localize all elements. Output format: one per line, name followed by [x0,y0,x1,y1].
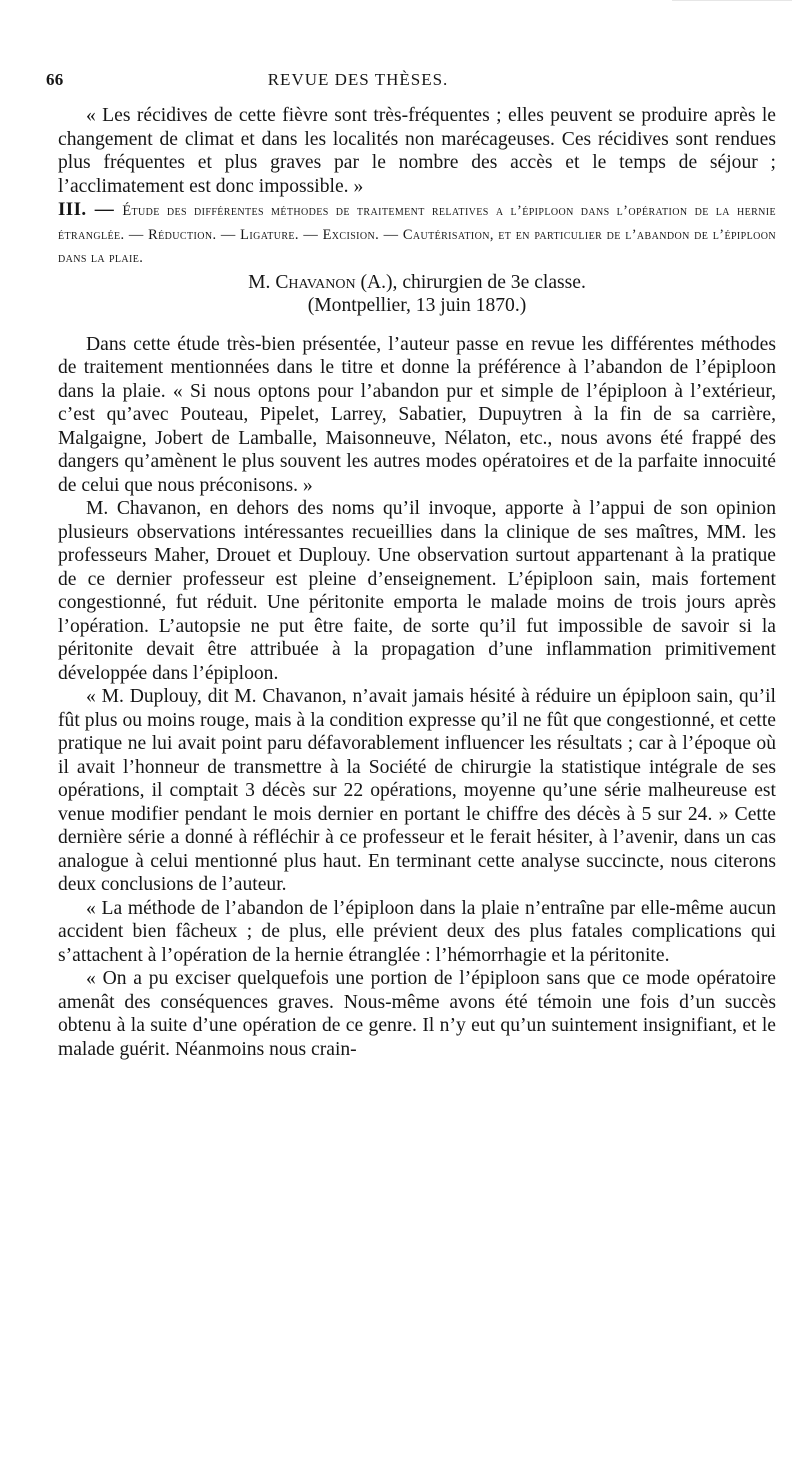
author-details: (A.), chirurgien de 3e classe. [355,271,586,293]
review-text [58,333,776,1062]
bleed-through-mark [672,0,792,19]
journal-title: REVUE DES THÈSES. [267,70,449,89]
paragraph: M. Chavanon, en dehors des noms qu’il invoque, apporte à l’appui de son opinion plusieurs observations intéressantes recueillies dans la clinique de ses maîtres, MM. les professeurs Maher, Drouet et Duplouy. Une observation surtout appartenant à la pratique de ce dernier professeur est pleine d’enseignement. L’épiploon sain, mais fortement congestionné, fut réduit. Une péritonite emporta le malade moins de trois jours après l’opération. L’autopsie ne put être faite, de sorte qu’il fut impossible de savoir si la péritonite devait être attribuée à la propagation d’une inflammation primitivement développée dans l’épiploon. [58,498,776,684]
running-head [46,70,780,96]
section-title: Étude des différentes méthodes de traitement relatives a l’épiploon dans l’opération de la hernie étranglée. — Réduction. — Ligature. — Excision. — Cautérisation, et en particulier de l’abandon de l’épiploon dans la plaie. [58,203,777,266]
section-heading [58,198,776,271]
paragraph: Dans cette étude très-bien présentée, l’auteur passe en revue les différentes méthodes de traitement mentionnées dans le titre et donne la préférence à l’abandon de l’épiploon dans la plaie. « Si nous optons pour l’abandon pur et simple de l’épiploon à l’extérieur, c’est qu’avec Pouteau, Pipelet, Larrey, Sabatier, Dupuytren à la fin de sa carrière, Malgaigne, Jobert de Lamballe, Maisonneuve, Nélaton, etc., nous avons été frappé des dangers qu’amènent le plus souvent les autres modes opératoires et de la parfaite innocuité de celui que nous préconisons. » [58,333,776,496]
paragraph: « La méthode de l’abandon de l’épiploon dans la plaie n’entraîne par elle-même aucun accident bien fâcheux ; de plus, elle prévient deux des plus fatales complications qui s’attachent à l’opération de la hernie étranglée : l’hémorrhagie et la péritonite. [58,897,776,966]
author-name: Chavanon [275,271,356,293]
paragraph: « M. Duplouy, dit M. Chavanon, n’avait jamais hésité à réduire un épiploon sain, qu’il fût plus ou moins rouge, mais à la condition expresse qu’il ne fût que congestionné, et cette pratique ne lui avait point paru défavorablement influencer les résultats ; car à l’époque où il avait l’honneur de transmettre à la Société de chirurgie la statistique intégrale de ses opérations, il comptait 3 décès sur 22 opérations, moyenne qu’une série malheureuse est venue modifier pendant le mois dernier en portant le chiffre des décès à 5 sur 24. » Cette dernière série a donné à réfléchir à ce professeur et le ferait hésiter, à l’avenir, dans un cas analogue à celui mentionné plus haut. En terminant cette analyse succincte, nous citerons deux conclusions de l’auteur. [58,686,776,895]
paragraph: « On a pu exciser quelquefois une portion de l’épiploon sans que ce mode opératoire amenât des conséquences graves. Nous-même avons été témoin une fois d’un succès obtenu à la suite d’une opération de ce genre. Il n’y eut qu’un suintement insignifiant, et le malade guérit. Néanmoins nous crain- [58,968,776,1060]
thesis-author [58,271,776,295]
page-number: 66 [46,70,64,89]
author-prefix: M. [248,271,276,293]
opening-paragraph: « Les récidives de cette fièvre sont très-fréquentes ; elles peuvent se produire après le changement de climat et dans les localités non marécageuses. Ces récidives sont rendues plus fréquentes et plus graves par le nombre des accès et le temps de séjour ; l’acclimatement est donc impossible. » [58,105,776,197]
thesis-dateline: (Montpellier, 13 juin 1870.) [307,295,527,316]
section-number: III. — [58,199,123,220]
page-body [58,104,776,1061]
